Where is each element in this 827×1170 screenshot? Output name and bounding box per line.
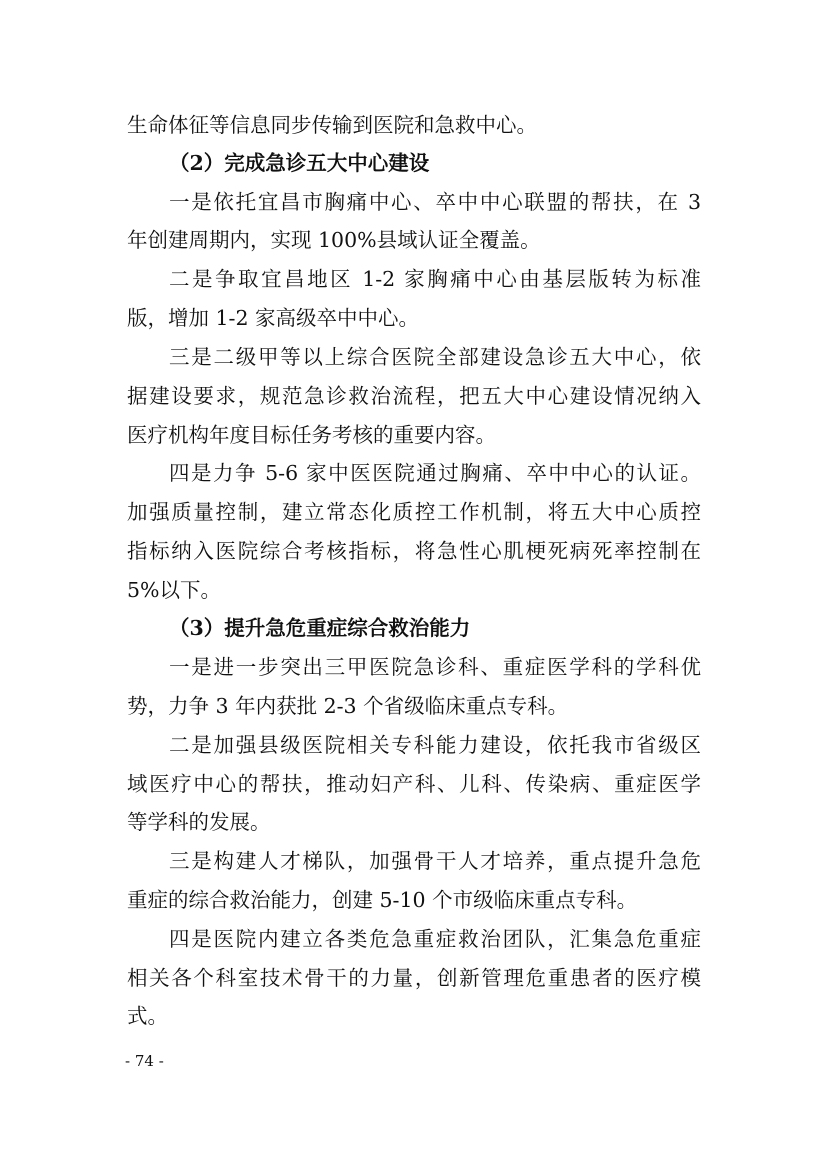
- paragraph-line: 二是争取宜昌地区 1-2 家胸痛中心由基层版转为标准: [169, 267, 701, 291]
- paragraph-line: 版，增加 1-2 家高级卒中中心。: [127, 306, 420, 330]
- paragraph-line: 四是力争 5-6 家中医医院通过胸痛、卒中中心的认证。: [169, 461, 701, 485]
- paragraph-line: 生命体征等信息同步传输到医院和急救中心。: [127, 113, 537, 137]
- paragraph-line: 等学科的发展。: [127, 810, 271, 834]
- paragraph-line: 域医疗中心的帮扶，推动妇产科、儿科、传染病、重症医学: [127, 772, 701, 796]
- paragraph-line: 加强质量控制，建立常态化质控工作机制，将五大中心质控: [127, 500, 701, 524]
- paragraph-line: 三是构建人才梯队，加强骨干人才培养，重点提升急危: [169, 849, 701, 873]
- paragraph-line: 式。: [127, 1004, 168, 1028]
- paragraph-line: 三是二级甲等以上综合医院全部建设急诊五大中心，依: [169, 345, 701, 369]
- paragraph-line: 一是进一步突出三甲医院急诊科、重症医学科的学科优: [169, 655, 701, 679]
- paragraph-line: 据建设要求，规范急诊救治流程，把五大中心建设情况纳入: [127, 384, 701, 408]
- section-heading: （2）完成急诊五大中心建设: [169, 151, 430, 175]
- paragraph-line: 指标纳入医院综合考核指标，将急性心肌梗死病死率控制在: [127, 539, 701, 563]
- paragraph-line: 重症的综合救治能力，创建 5-10 个市级临床重点专科。: [127, 888, 638, 912]
- paragraph-line: 二是加强县级医院相关专科能力建设，依托我市省级区: [169, 733, 701, 757]
- paragraph-line: 医疗机构年度目标任务考核的重要内容。: [127, 423, 496, 447]
- paragraph-line: 5%以下。: [127, 578, 222, 602]
- paragraph-line: 四是医院内建立各类危急重症救治团队，汇集急危重症: [169, 927, 701, 951]
- paragraph-line: 年创建周期内，实现 100%县域认证全覆盖。: [127, 228, 541, 252]
- paragraph-line: 一是依托宜昌市胸痛中心、卒中中心联盟的帮扶，在 3: [169, 190, 701, 214]
- paragraph-line: 势，力争 3 年内获批 2-3 个省级临床重点专科。: [127, 694, 569, 718]
- section-heading: （3）提升急危重症综合救治能力: [169, 616, 471, 640]
- page-number: - 74 -: [125, 1052, 164, 1070]
- paragraph-line: 相关各个科室技术骨干的力量，创新管理危重患者的医疗模: [127, 966, 701, 990]
